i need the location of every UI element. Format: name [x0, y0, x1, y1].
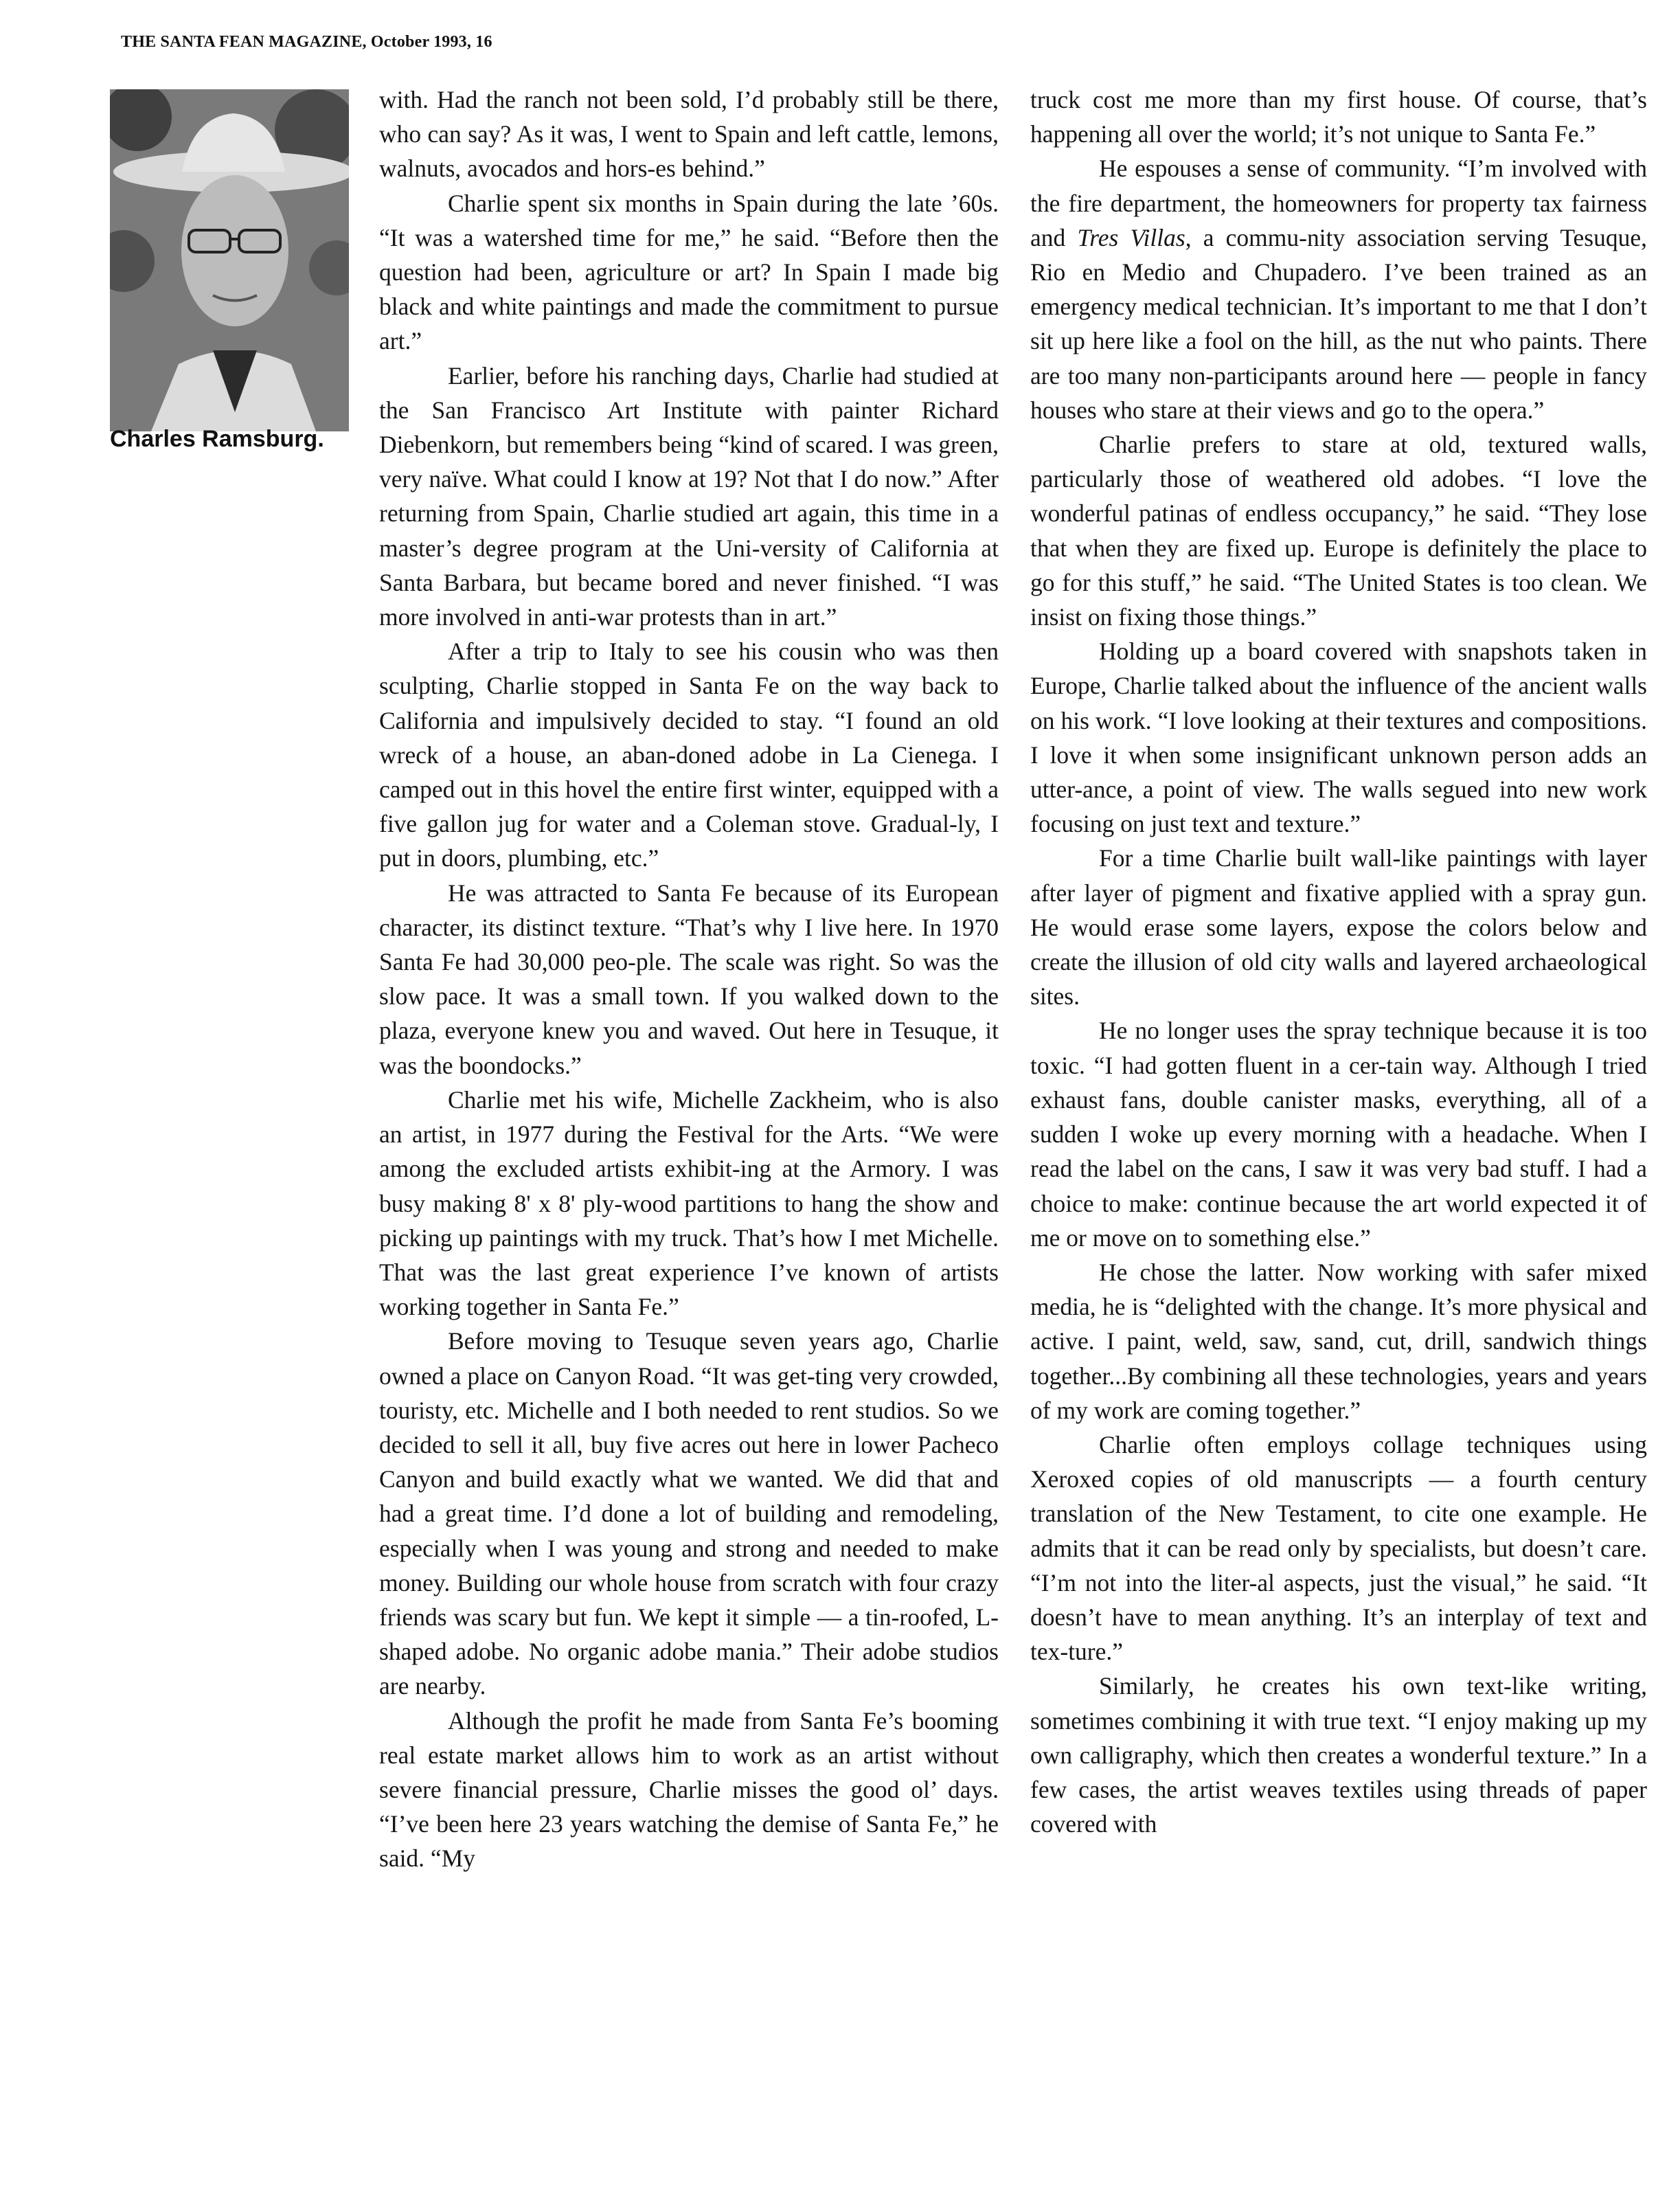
paragraph: truck cost me more than my first house. Of course, that’s happening all over the world; it’s not unique to Santa Fe.” [1030, 86, 1647, 148]
paragraph: He was attracted to Santa Fe because of its European character, its distinct texture. “That’s why I live here. In 1970 Santa Fe had 30,000 peo-ple. The scale was right. So was the slow pace. It was a small town. If you walked down to the plaza, everyone knew you and waved. Out here in Tesuque, it was the boondocks.” [379, 879, 999, 1079]
italic-org-name: Tres Villas [1077, 223, 1185, 251]
paragraph: with. Had the ranch not been sold, I’d probably still be there, who can say? As it was, I went to Spain and left cattle, lemons, walnuts, avocados and hors-es behind.” [379, 86, 999, 183]
paragraph: Charlie spent six months in Spain during the late ’60s. “It was a watershed time for me,” he said. “Before then the question had been, agriculture or art? In Spain I made big black and white paintings and made the commitment to pursue art.” [379, 189, 999, 355]
paragraph: Charlie met his wife, Michelle Zackheim, who is also an artist, in 1977 during the Festival for the Arts. “We were among the excluded artists exhibit-ing at the Armory. I was busy making 8' x 8' ply-wood partitions to hang the show and picking up paintings with my truck. That’s how I met Michelle. That was the last great experience I’ve known of artists working together in Santa Fe.” [379, 1085, 999, 1321]
paragraph: He chose the latter. Now working with safer mixed media, he is “delighted with the change. It’s more physical and active. I paint, weld, saw, sand, cut, drill, sandwich things together...By combining all these technologies, years and years of my work are coming together.” [1030, 1258, 1647, 1424]
article-column-1 [379, 82, 999, 1876]
paragraph: Charlie prefers to stare at old, textured walls, particularly those of weathered old adobes. “I love the wonderful patinas of endless occupancy,” he said. “They lose that when they are fixed up. Europe is definitely the place to go for this stuff,” he said. “The United States is too clean. We insist on fixing those things.” [1030, 431, 1647, 631]
paragraph: Earlier, before his ranching days, Charlie had studied at the San Francisco Art Institute with painter Richard Diebenkorn, but remembers being “kind of scared. I was green, very naïve. What could I know at 19? Not that I do now.” After returning from Spain, Charlie studied art again, this time in a master’s degree program at the Uni-versity of California at Santa Barbara, but became bored and never finished. “I was more involved in anti-war protests than in art.” [379, 361, 999, 631]
paragraph: For a time Charlie built wall-like paintings with layer after layer of pigment and fixative applied with a spray gun. He would erase some layers, expose the colors below and create the illusion of old city walls and layered archaeological sites. [1030, 844, 1647, 1011]
paragraph: Holding up a board covered with snapshots taken in Europe, Charlie talked about the influence of the ancient walls on his work. “I love looking at their textures and compositions. I love it when some insignificant unknown person adds an utter-ance, a point of view. The walls segued into new work focusing on just text and texture.” [1030, 637, 1647, 838]
portrait-illustration [110, 89, 349, 431]
text-run: , a commu-nity association serving Tesuque, Rio en Medio and Chupadero. I’ve been trained as an emergency medical technician. It’s important to me that I don’t sit up here like a fool on the hill, as the nut who paints. There are too many non-participants around here — people in fancy houses who stare at their views and go to the opera.” [1030, 223, 1647, 424]
paragraph [1030, 151, 1647, 427]
portrait-photo [110, 89, 349, 431]
article-column-2 [1030, 82, 1647, 1841]
paragraph: Charlie often employs collage techniques using Xeroxed copies of old manuscripts — a fourth century translation of the New Testament, to cite one example. He admits that it can be read only by specialists, but doesn’t care. “I’m not into the liter-al aspects, just the visual,” he said. “It doesn’t have to mean anything. It’s an interplay of text and tex-ture.” [1030, 1430, 1647, 1666]
photo-caption: Charles Ramsburg. [110, 426, 324, 452]
paragraph: He no longer uses the spray technique because it is too toxic. “I had gotten fluent in a cer-tain way. Although I tried exhaust fans, double canister masks, everything, all of a sudden I woke up every morning with a headache. When I read the label on the cans, I saw it was very bad stuff. I had a choice to make: continue because the art world expected it of me or move on to something else.” [1030, 1017, 1647, 1252]
paragraph: Before moving to Tesuque seven years ago, Charlie owned a place on Canyon Road. “It was get-ting very crowded, touristy, etc. Michelle and I both needed to rent studios. So we decided to sell it all, buy five acres out here in lower Pacheco Canyon and build exactly what we wanted. We did that and had a great time. I’d done a lot of building and remodeling, especially when I was young and strong and needed to make money. Building our whole house from scratch with four crazy friends was scary but fun. We kept it simple — a tin-roofed, L-shaped adobe. No organic adobe mania.” Their adobe studios are nearby. [379, 1327, 999, 1700]
running-header: THE SANTA FEAN MAGAZINE, October 1993, 16 [121, 33, 492, 51]
text-run: He espouses a sense of community. “I’m involved with the fire department, the homeowners for property tax fairness and [1030, 155, 1647, 251]
paragraph: After a trip to Italy to see his cousin who was then sculpting, Charlie stopped in Santa Fe on the way back to California and impulsively decided to stay. “I found an old wreck of a house, an aban-doned adobe in La Cienega. I camped out in this hovel the entire first winter, equipped with a five gallon jug for water and a Coleman stove. Gradual-ly, I put in doors, plumbing, etc.” [379, 637, 999, 872]
paragraph: Similarly, he creates his own text-like writing, sometimes combining it with true text. “I enjoy making up my own calligraphy, which then creates a wonderful texture.” In a few cases, the artist weaves textiles using threads of paper covered with [1030, 1672, 1647, 1838]
paragraph: Although the profit he made from Santa Fe’s booming real estate market allows him to work as an artist without severe financial pressure, Charlie misses the good ol’ days. “I’ve been here 23 years watching the demise of Santa Fe,” he said. “My [379, 1706, 999, 1873]
